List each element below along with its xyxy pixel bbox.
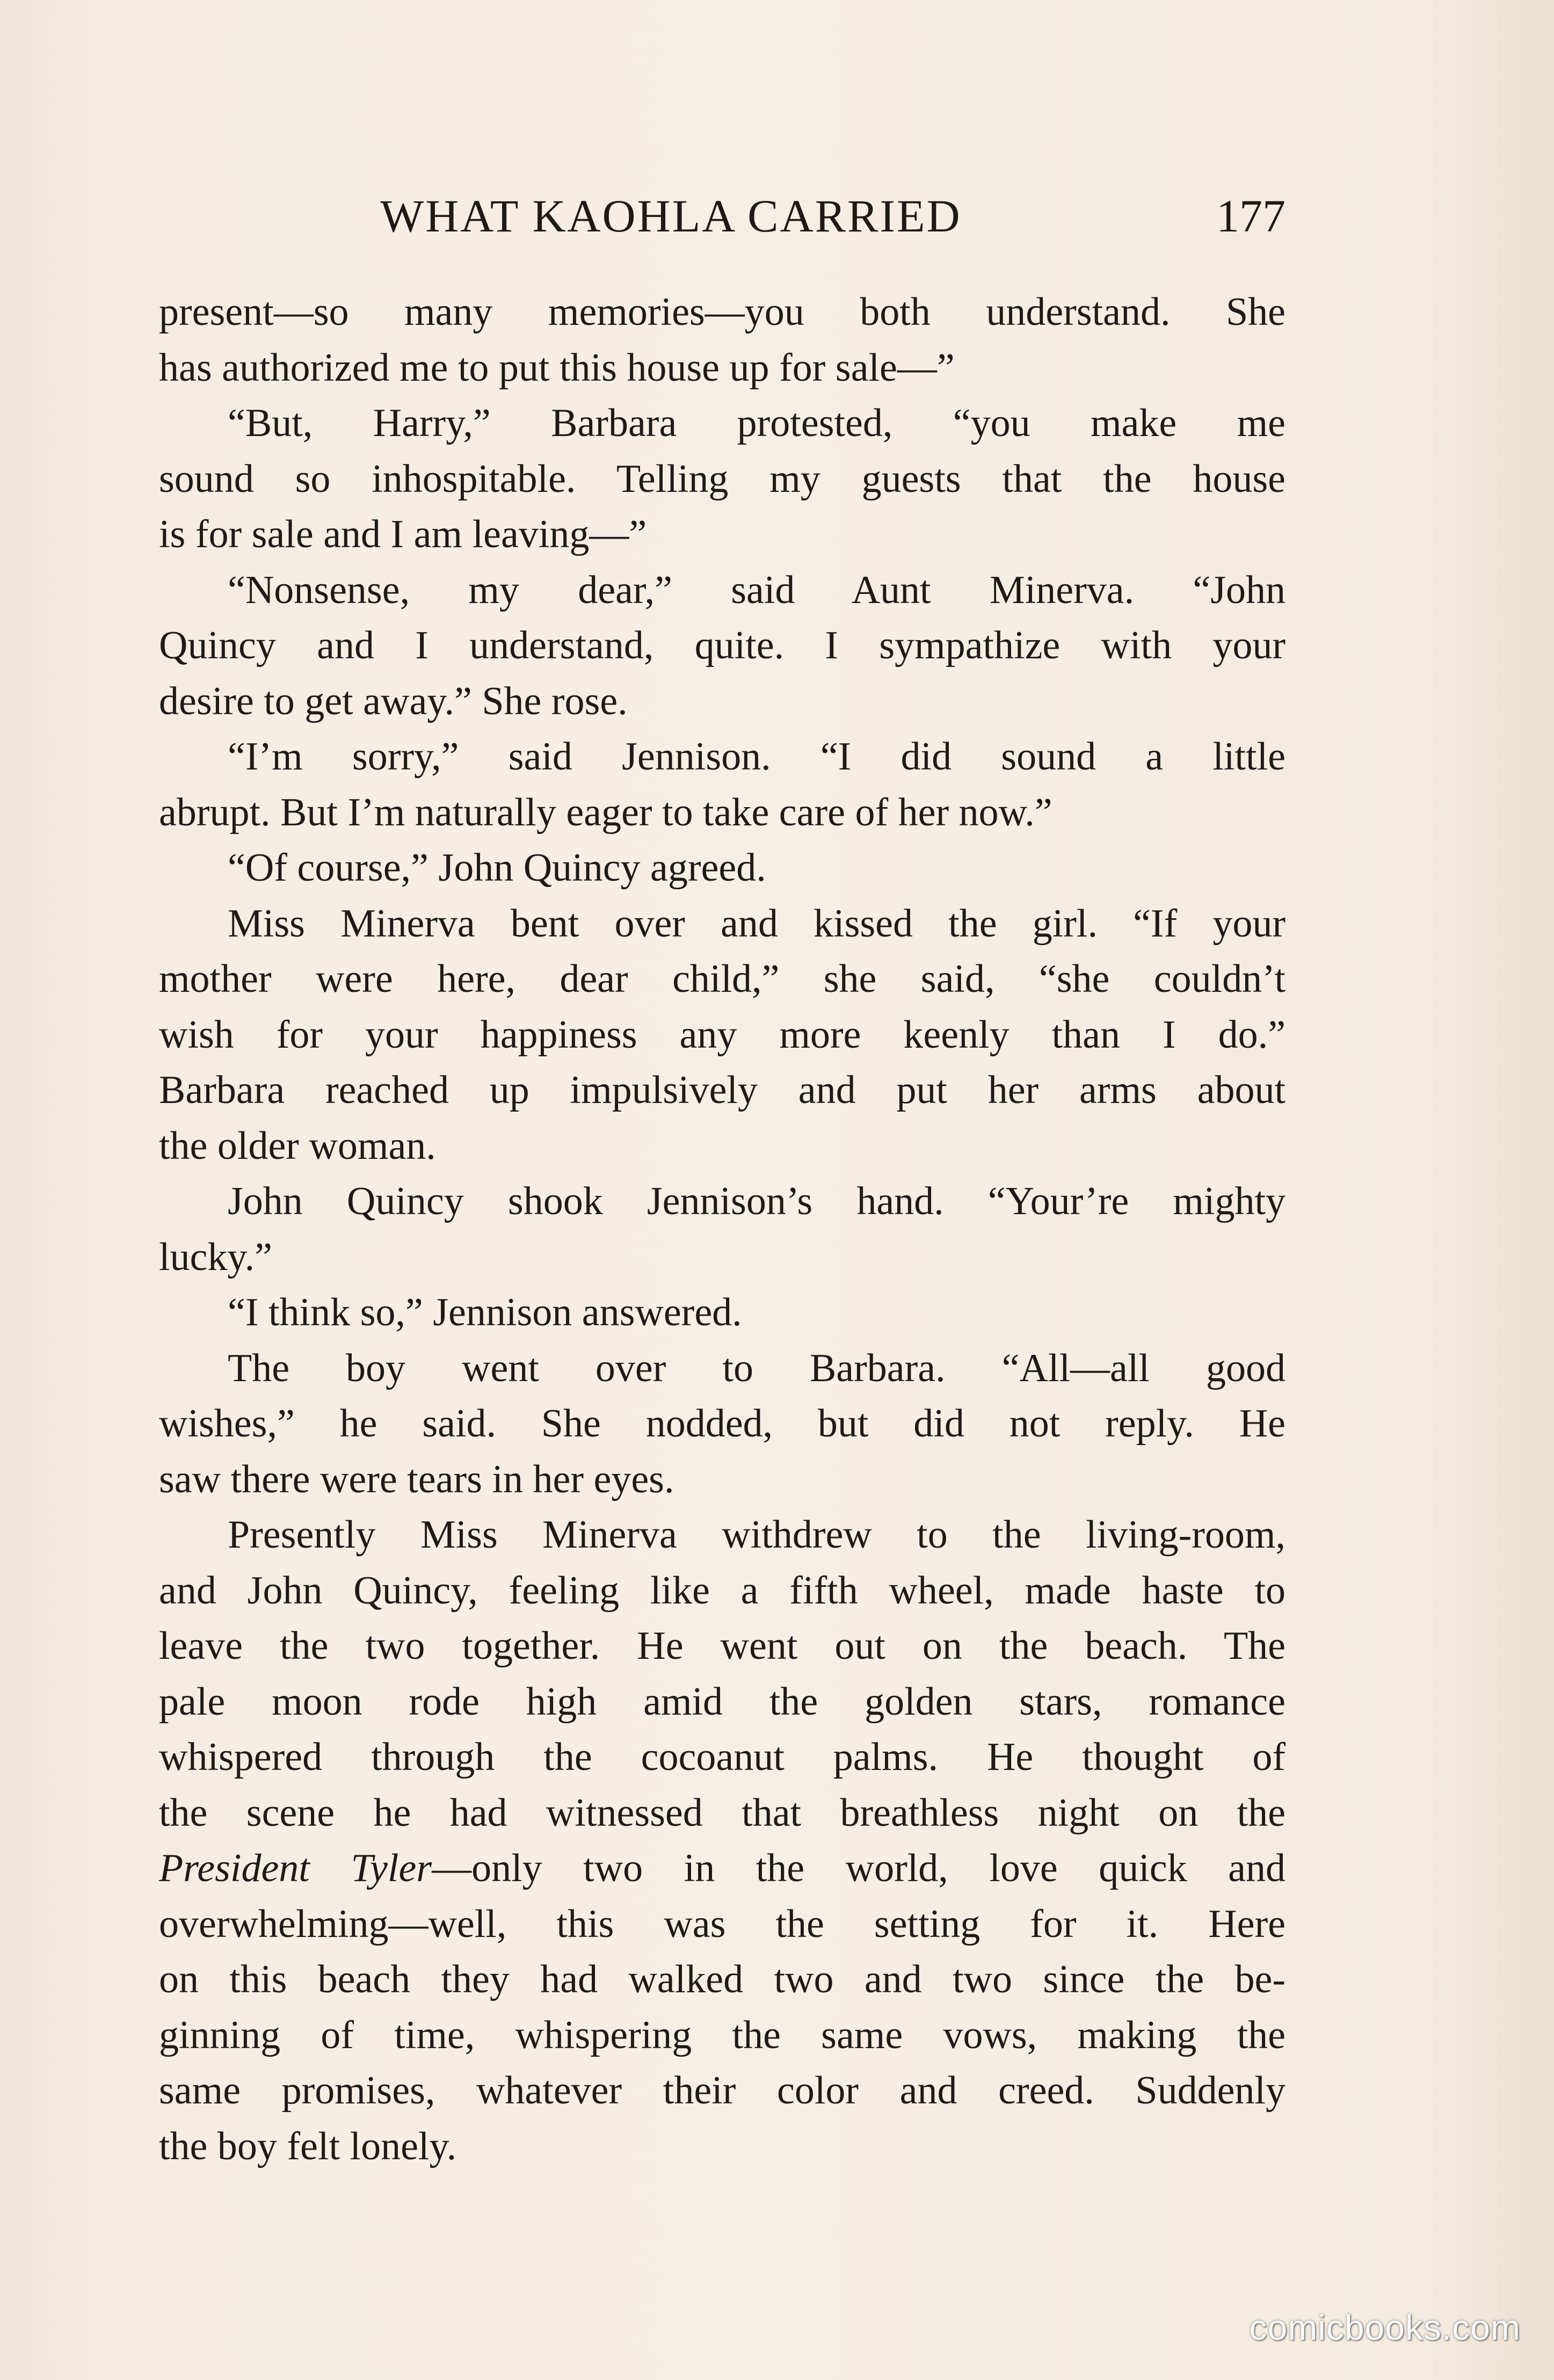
- text-line: desire to get away.” She rose.: [159, 679, 628, 723]
- text-line: “I’m sorry,” said Jennison. “I did sound a little: [228, 735, 1286, 779]
- text-line: same promises, whatever their color and creed. Suddenly: [159, 2069, 1286, 2113]
- text-line: John Quincy shook Jennison’s hand. “Your’re mighty: [228, 1179, 1286, 1223]
- text-line: President Tyler—only two in the world, love quick and: [159, 1846, 1286, 1890]
- text-line: Barbara reached up impulsively and put her arms about: [159, 1068, 1286, 1112]
- text-line: whispered through the cocoanut palms. He thought of: [159, 1735, 1286, 1779]
- text-line: abrupt. But I’m naturally eager to take care of her now.”: [159, 790, 1052, 835]
- text-line: Miss Minerva bent over and kissed the girl. “If your: [228, 901, 1286, 946]
- watermark-logo: comicbooks.com: [1249, 2308, 1521, 2347]
- text-line: wish for your happiness any more keenly than I do.”: [159, 1012, 1286, 1057]
- text-line: Quincy and I understand, quite. I sympathize with your: [159, 623, 1286, 667]
- page-number: 177: [1216, 190, 1286, 242]
- text-line: The boy went over to Barbara. “All—all good: [228, 1346, 1286, 1390]
- text-line: lucky.”: [159, 1235, 272, 1279]
- text-line: has authorized me to put this house up for sale—”: [159, 345, 955, 390]
- text-line: “Of course,” John Quincy agreed.: [228, 846, 766, 890]
- text-line: mother were here, dear child,” she said, “she couldn’t: [159, 957, 1286, 1001]
- ship-name: President Tyler: [159, 1846, 432, 1890]
- text-line: pale moon rode high amid the golden stars, romance: [159, 1679, 1286, 1724]
- text-line: Presently Miss Minerva withdrew to the living-room,: [228, 1513, 1286, 1557]
- text-line: “I think so,” Jennison answered.: [228, 1290, 742, 1334]
- text-line: “But, Harry,” Barbara protested, “you make me: [228, 401, 1286, 445]
- text-line: is for sale and I am leaving—”: [159, 512, 647, 556]
- text-line: the older woman.: [159, 1123, 436, 1168]
- text-line: the boy felt lonely.: [159, 2124, 457, 2168]
- text-line: on this beach they had walked two and two since the be-: [159, 1957, 1286, 2001]
- text-line: sound so inhospitable. Telling my guests that the house: [159, 456, 1286, 501]
- text-line: “Nonsense, my dear,” said Aunt Minerva. “John: [228, 568, 1286, 612]
- text-line: overwhelming—well, this was the setting for it. Here: [159, 1902, 1286, 1946]
- text-line: and John Quincy, feeling like a fifth wheel, made haste to: [159, 1568, 1286, 1613]
- running-head: WHAT KAOHLA CARRIED: [380, 190, 962, 242]
- text-line: present—so many memories—you both understand. She: [159, 290, 1286, 334]
- body-text: [159, 285, 1286, 2174]
- text-line: leave the two together. He went out on the beach. The: [159, 1624, 1286, 1668]
- text-line: ginning of time, whispering the same vows, making the: [159, 2013, 1286, 2057]
- text-line: wishes,” he said. She nodded, but did not reply. He: [159, 1402, 1286, 1446]
- text-line: saw there were tears in her eyes.: [159, 1457, 674, 1501]
- text-line: the scene he had witnessed that breathless night on the: [159, 1790, 1286, 1835]
- page-header: [159, 189, 1286, 248]
